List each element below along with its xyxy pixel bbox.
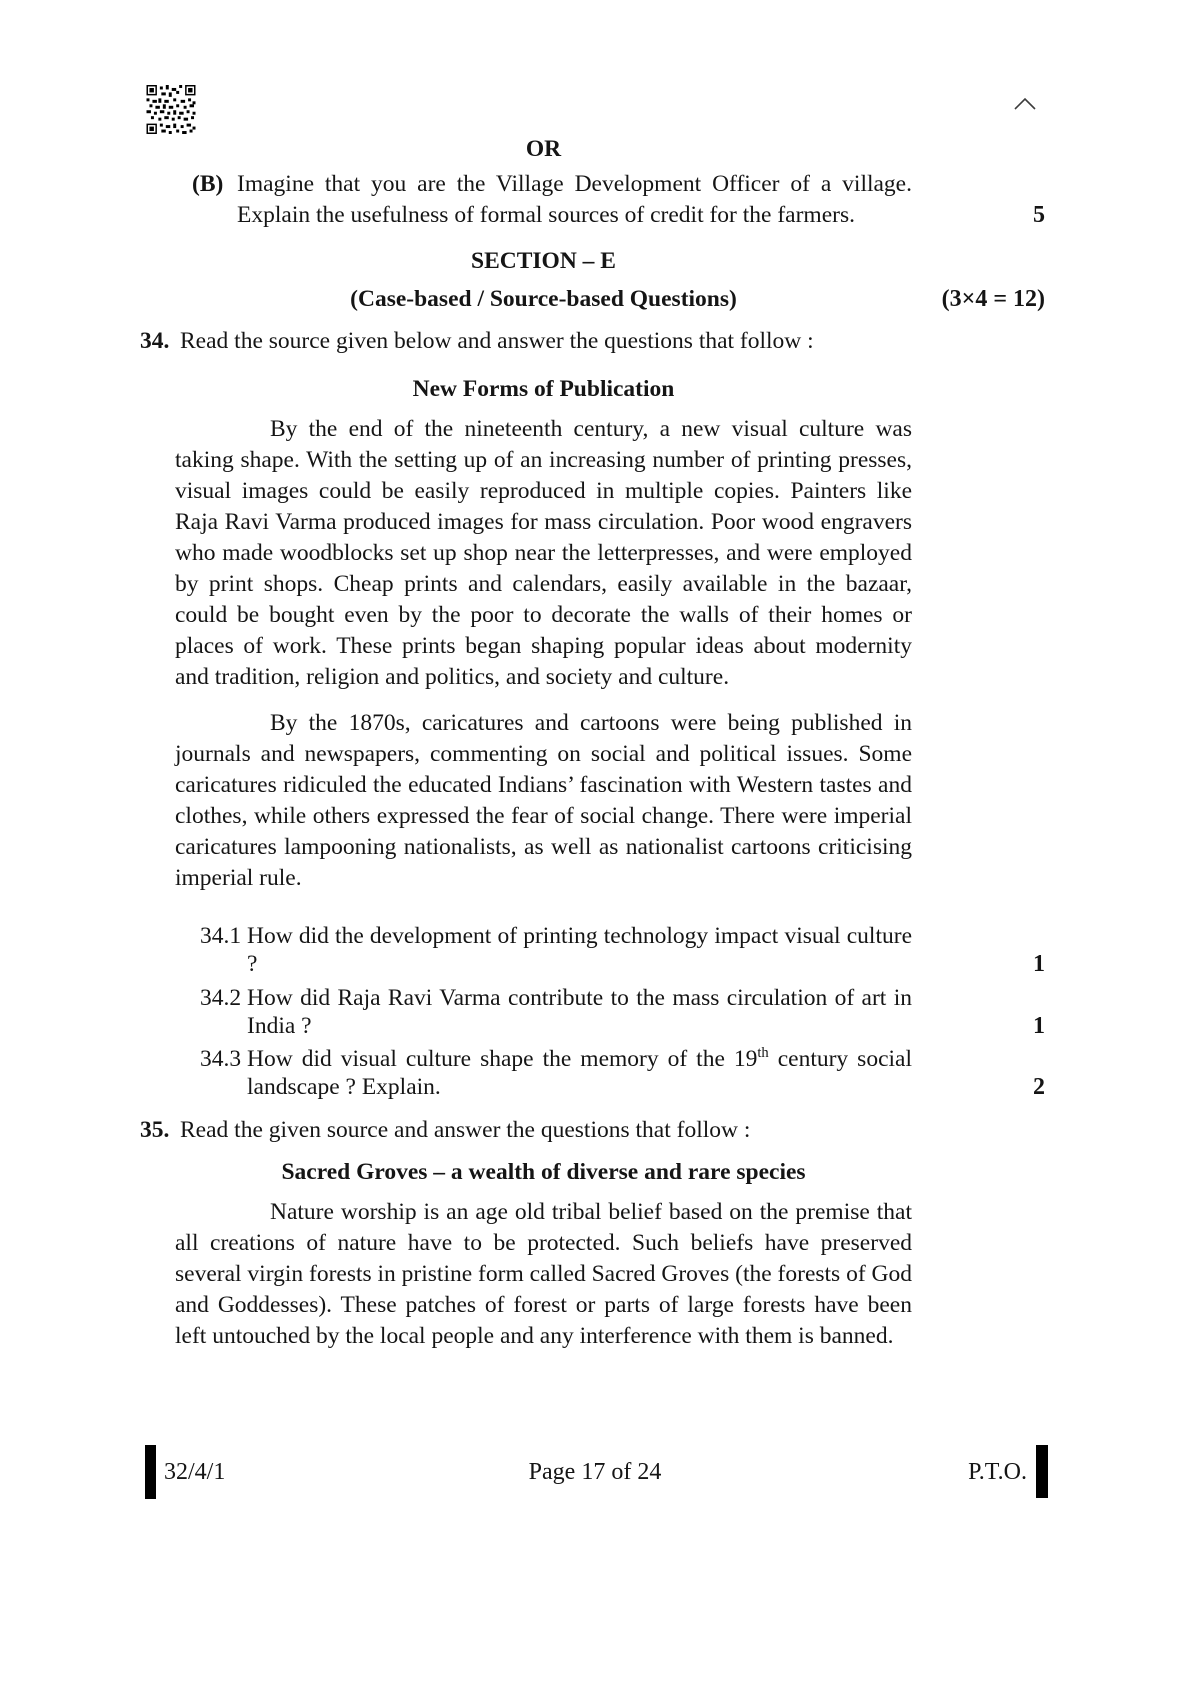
q35-source-title: Sacred Groves – a wealth of diverse and rare species (281, 1159, 806, 1185)
ordinal-superscript: th (757, 1045, 769, 1062)
question-34-number: 34. (140, 328, 170, 354)
footer-paper-code: 32/4/1 (164, 1459, 226, 1485)
subquestion-34-1-text: How did the development of printing technology impact visual culture ? (247, 923, 912, 977)
q35-paragraph-1: Nature worship is an age old tribal belief based on the premise that all creations of nature have to be protected. Such beliefs have preserved several virgin forests in pristine form called Sacred Groves (the forests of God and Goddesses). These patches of forest or parts of large forests have been left untouched by the local people and any interference with them is banned. (175, 1199, 912, 1349)
subquestion-34-1-marks: 1 (1033, 951, 1045, 977)
subquestion-34-2-text: How did Raja Ravi Varma contribute to the mass circulation of art in India ? (247, 985, 912, 1039)
q34-paragraph-1: By the end of the nineteenth century, a new visual culture was taking shape. With the setting up of an increasing number of printing presses, visual images could be easily reproduced in multiple copies. Painters like Raja Ravi Varma produced images for mass circulation. Poor wood engravers who made woodblocks set up shop near the letterpresses, and were employed by print shops. Cheap prints and calendars, easily available in the bazaar, could be bought even by the poor to decorate the walls of their homes or places of work. These prints began shaping popular ideas about modernity and tradition, religion and politics, and society and culture. (175, 416, 912, 690)
question-35-number: 35. (140, 1117, 170, 1143)
question-b-label: (B) (192, 171, 224, 197)
q34-source-title: New Forms of Publication (412, 376, 675, 402)
subquestion-34-1-number: 34.1 (200, 923, 242, 949)
section-e-title: SECTION – E (471, 248, 616, 274)
footer-bar-right (1036, 1445, 1048, 1498)
page-content (135, 134, 1045, 1352)
subquestion-34-3-number: 34.3 (200, 1046, 242, 1072)
subquestion-34-2-marks: 1 (1033, 1013, 1045, 1039)
question-b-block (135, 169, 1045, 231)
subquestion-34-3-text (247, 1045, 912, 1101)
subquestion-34-3-text-end: century social landscape ? Explain. (247, 1046, 912, 1100)
caret-up-icon (1012, 96, 1038, 112)
question-34-intro-row (135, 326, 1045, 357)
subquestion-34-2 (135, 984, 1045, 1040)
or-separator: OR (525, 136, 562, 162)
subquestion-34-3 (135, 1045, 1045, 1101)
question-b-marks: 5 (1033, 202, 1045, 228)
subquestion-34-1 (135, 922, 1045, 978)
qr-code-icon (145, 85, 197, 134)
section-e-marks-scheme: (3×4 = 12) (941, 286, 1045, 312)
subquestion-34-3-marks: 2 (1033, 1074, 1045, 1100)
subquestion-34-2-number: 34.2 (200, 985, 242, 1011)
question-35-intro-row (135, 1115, 1045, 1146)
section-e-subtitle-row (135, 284, 1045, 315)
question-35-intro-text: Read the given source and answer the questions that follow : (180, 1117, 751, 1143)
q34-paragraph-2: By the 1870s, caricatures and cartoons were being published in journals and newspapers, commenting on social and political issues. Some caricatures ridiculed the educated Indians’ fascination with Western tastes and clothes, while others expressed the fear of social change. There were imperial caricatures lampooning nationalists, as well as nationalist cartoons criticising imperial rule. (175, 710, 912, 891)
footer-pto-label: P.T.O. (968, 1459, 1027, 1485)
subquestion-34-3-text-start: How did visual culture shape the memory of the 19 (247, 1046, 758, 1072)
question-b-text: Imagine that you are the Village Development Officer of a village. Explain the usefulness of formal sources of credit for the farmers. (237, 171, 912, 228)
footer-page-number: Page 17 of 24 (528, 1459, 662, 1485)
question-34-intro-text: Read the source given below and answer the questions that follow : (180, 328, 814, 354)
section-e-subtitle: (Case-based / Source-based Questions) (350, 286, 737, 312)
